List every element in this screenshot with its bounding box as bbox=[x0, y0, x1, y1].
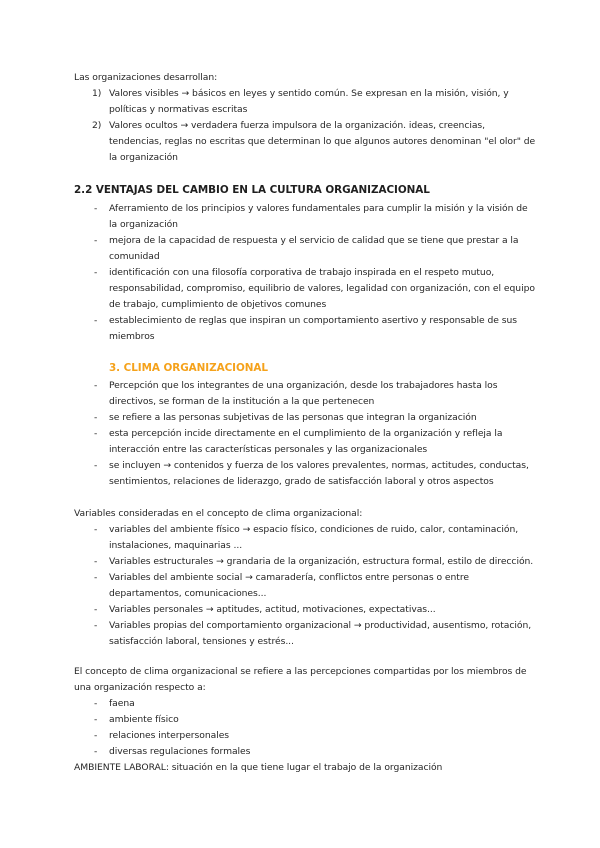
variables-bullet-2: - bbox=[94, 556, 98, 567]
ambiente-laboral-definition: AMBIENTE LABORAL: situación en la que tiene lugar el trabajo de la organización bbox=[74, 762, 443, 773]
variables-item-3-line-2: departamentos, comunicaciones... bbox=[109, 588, 267, 599]
ventajas-bullet-3: - bbox=[94, 267, 98, 278]
variables-item-1-line-1: variables del ambiente físico → espacio físico, condiciones de ruido, calor, contaminación, bbox=[109, 524, 519, 535]
ventajas-item-2-line-1: mejora de la capacidad de respuesta y el servicio de calidad que se tiene que prestar a la bbox=[109, 235, 519, 246]
clima-item-3-line-2: interacción entre las características personales y las organizacionales bbox=[109, 444, 428, 455]
clima-item-4-line-2: sentimientos, relaciones de liderazgo, grado de satisfacción laboral y otros aspectos bbox=[109, 476, 494, 487]
clima-item-1-line-1: Percepción que los integrantes de una organización, desde los trabajadores hasta los bbox=[109, 380, 498, 391]
intro-item-2-line-1: Valores ocultos → verdadera fuerza impulsora de la organización. ideas, creencias, bbox=[109, 120, 486, 131]
ventajas-item-3-line-2: responsabilidad, compromiso, equilibrio de valores, legalidad con organización, con el equipo bbox=[109, 283, 535, 294]
concepto-bullet-4: - bbox=[94, 746, 98, 757]
intro-item-2-line-3: la organización bbox=[109, 152, 178, 163]
concepto-item-4: diversas regulaciones formales bbox=[109, 746, 251, 757]
ventajas-bullet-4: - bbox=[94, 315, 98, 326]
variables-bullet-1: - bbox=[94, 524, 98, 535]
ventajas-item-4-line-2: miembros bbox=[109, 331, 155, 342]
intro-item-1-line-2: políticas y normativas escritas bbox=[109, 104, 248, 115]
clima-item-2-line-1: se refiere a las personas subjetivas de las personas que integran la organización bbox=[109, 412, 477, 423]
concepto-item-3: relaciones interpersonales bbox=[109, 730, 230, 741]
intro-item-1-number: 1) bbox=[92, 88, 102, 99]
concepto-bullet-2: - bbox=[94, 714, 98, 725]
intro-item-1-line-1: Valores visibles → básicos en leyes y sentido común. Se expresan en la misión, visión, y bbox=[109, 88, 509, 99]
ventajas-bullet-2: - bbox=[94, 235, 98, 246]
clima-item-1-line-2: directivos, se forman de la institución a la que pertenecen bbox=[109, 396, 375, 407]
variables-item-1-line-2: instalaciones, maquinarias ... bbox=[109, 540, 243, 551]
ventajas-item-1-line-2: la organización bbox=[109, 219, 178, 230]
concepto-item-1: faena bbox=[109, 698, 135, 709]
section-heading-clima: 3. CLIMA ORGANIZACIONAL bbox=[109, 362, 268, 374]
concepto-lead-line-1: El concepto de clima organizacional se refiere a las percepciones compartidas por los miembros de bbox=[74, 666, 527, 677]
intro-lead: Las organizaciones desarrollan: bbox=[74, 72, 218, 83]
variables-bullet-4: - bbox=[94, 604, 98, 615]
ventajas-bullet-1: - bbox=[94, 203, 98, 214]
variables-item-2-line-1: Variables estructurales → grandaria de la organización, estructura formal, estilo de dirección. bbox=[109, 556, 534, 567]
variables-item-3-line-1: Variables del ambiente social → camaradería, conflictos entre personas o entre bbox=[109, 572, 469, 583]
concepto-bullet-1: - bbox=[94, 698, 98, 709]
ventajas-item-3-line-3: de trabajo, cumplimiento de objetivos comunes bbox=[109, 299, 327, 310]
clima-bullet-2: - bbox=[94, 412, 98, 423]
clima-item-4-line-1: se incluyen → contenidos y fuerza de los valores prevalentes, normas, actitudes, conductas, bbox=[109, 460, 529, 471]
clima-bullet-4: - bbox=[94, 460, 98, 471]
ventajas-item-2-line-2: comunidad bbox=[109, 251, 160, 262]
concepto-bullet-3: - bbox=[94, 730, 98, 741]
variables-lead: Variables consideradas en el concepto de clima organizacional: bbox=[74, 508, 363, 519]
ventajas-item-3-line-1: identificación con una filosofía corporativa de trabajo inspirada en el respeto mutuo, bbox=[109, 267, 495, 278]
clima-bullet-1: - bbox=[94, 380, 98, 391]
intro-item-2-line-2: tendencias, reglas no escritas que determinan lo que algunos autores denominan "el olor" de bbox=[109, 136, 536, 147]
section-heading-ventajas: 2.2 VENTAJAS DEL CAMBIO EN LA CULTURA ORGANIZACIONAL bbox=[74, 184, 430, 196]
variables-item-5-line-1: Variables propias del comportamiento organizacional → productividad, ausentismo, rotación, bbox=[109, 620, 532, 631]
variables-item-5-line-2: satisfacción laboral, tensiones y estrés... bbox=[109, 636, 294, 647]
clima-bullet-3: - bbox=[94, 428, 98, 439]
concepto-item-2: ambiente físico bbox=[109, 714, 179, 725]
intro-item-2-number: 2) bbox=[92, 120, 102, 131]
ventajas-item-1-line-1: Aferramiento de los principios y valores fundamentales para cumplir la misión y la visión de bbox=[109, 203, 528, 214]
clima-item-3-line-1: esta percepción incide directamente en el cumplimiento de la organización y refleja la bbox=[109, 428, 503, 439]
variables-item-4-line-1: Variables personales → aptitudes, actitud, motivaciones, expectativas... bbox=[109, 604, 436, 615]
variables-bullet-3: - bbox=[94, 572, 98, 583]
ventajas-item-4-line-1: establecimiento de reglas que inspiran un comportamiento asertivo y responsable de sus bbox=[109, 315, 517, 326]
concepto-lead-line-2: una organización respecto a: bbox=[74, 682, 206, 693]
variables-bullet-5: - bbox=[94, 620, 98, 631]
